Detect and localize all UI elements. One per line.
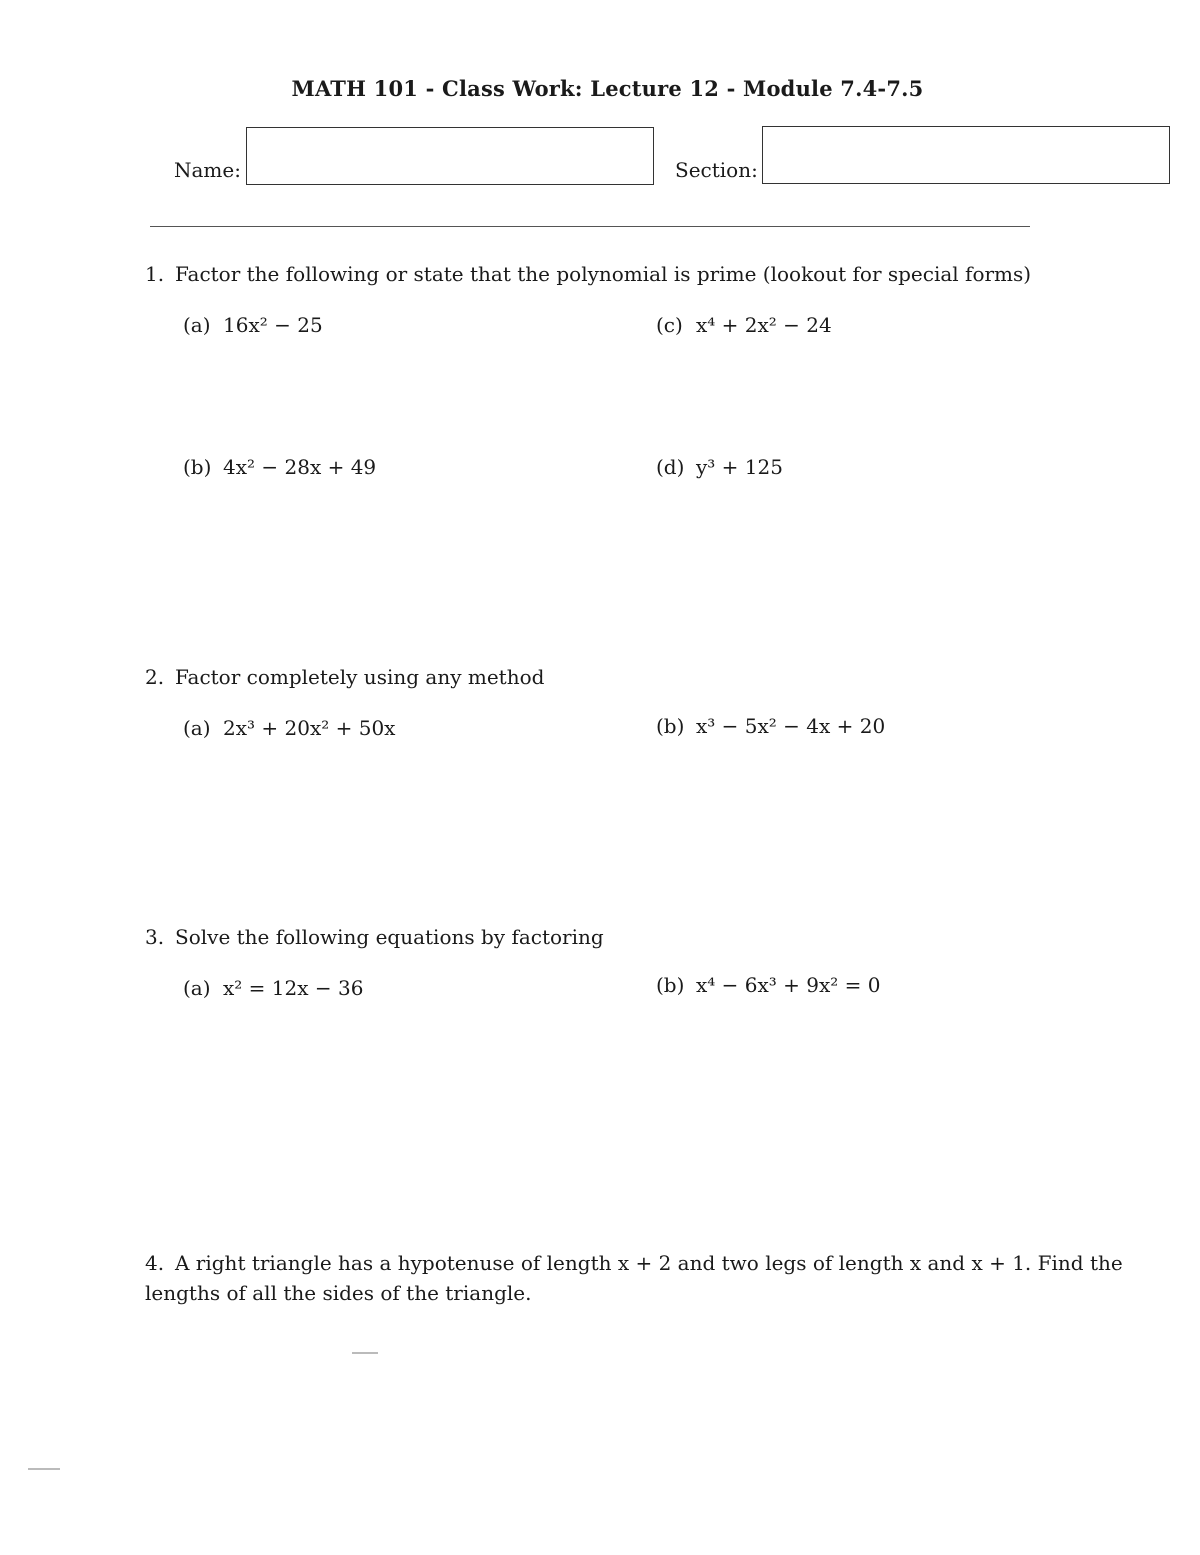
question-1 xyxy=(145,262,1031,286)
part-expression: 4x² − 28x + 49 xyxy=(223,455,377,479)
question-number: 3. xyxy=(145,925,165,949)
part-label: (a) xyxy=(183,313,211,337)
question-3 xyxy=(145,925,604,949)
part-label: (a) xyxy=(183,716,211,740)
section-label: Section: xyxy=(675,158,758,182)
part-label: (d) xyxy=(656,455,685,479)
scan-mark xyxy=(28,1468,60,1470)
question-number: 2. xyxy=(145,665,165,689)
question-number: 1. xyxy=(145,262,165,286)
question-1b xyxy=(183,455,376,479)
question-prompt: Factor the following or state that the polynomial is prime (lookout for special forms) xyxy=(175,262,1032,286)
name-label: Name: xyxy=(174,158,241,182)
question-prompt: A right triangle has a hypotenuse of length x + 2 and two legs of length x and x + 1. Find the lengths of all the sides of the triangle. xyxy=(145,1251,1123,1305)
question-2 xyxy=(145,665,544,689)
question-3b xyxy=(656,973,880,997)
question-prompt: Solve the following equations by factoring xyxy=(175,925,604,949)
question-3a xyxy=(183,976,363,1000)
part-label: (b) xyxy=(656,973,685,997)
part-expression: x⁴ − 6x³ + 9x² = 0 xyxy=(696,973,881,997)
page-title: MATH 101 - Class Work: Lecture 12 - Module 7.4-7.5 xyxy=(291,76,924,101)
question-2b xyxy=(656,714,885,738)
question-2a xyxy=(183,716,395,740)
part-expression: x⁴ + 2x² − 24 xyxy=(696,313,832,337)
section-field[interactable] xyxy=(762,126,1170,184)
part-label: (b) xyxy=(183,455,212,479)
question-1a xyxy=(183,313,323,337)
question-1d xyxy=(656,455,783,479)
part-expression: 2x³ + 20x² + 50x xyxy=(223,716,396,740)
question-1c xyxy=(656,313,832,337)
part-label: (c) xyxy=(656,313,683,337)
part-expression: x² = 12x − 36 xyxy=(223,976,364,1000)
question-4 xyxy=(145,1248,1125,1308)
divider xyxy=(150,226,1030,227)
part-label: (b) xyxy=(656,714,685,738)
scan-mark xyxy=(352,1352,378,1354)
part-expression: x³ − 5x² − 4x + 20 xyxy=(696,714,886,738)
part-label: (a) xyxy=(183,976,211,1000)
part-expression: 16x² − 25 xyxy=(223,313,323,337)
part-expression: y³ + 125 xyxy=(696,455,783,479)
name-field[interactable] xyxy=(246,127,654,185)
question-number: 4. xyxy=(145,1251,165,1275)
question-prompt: Factor completely using any method xyxy=(175,665,545,689)
